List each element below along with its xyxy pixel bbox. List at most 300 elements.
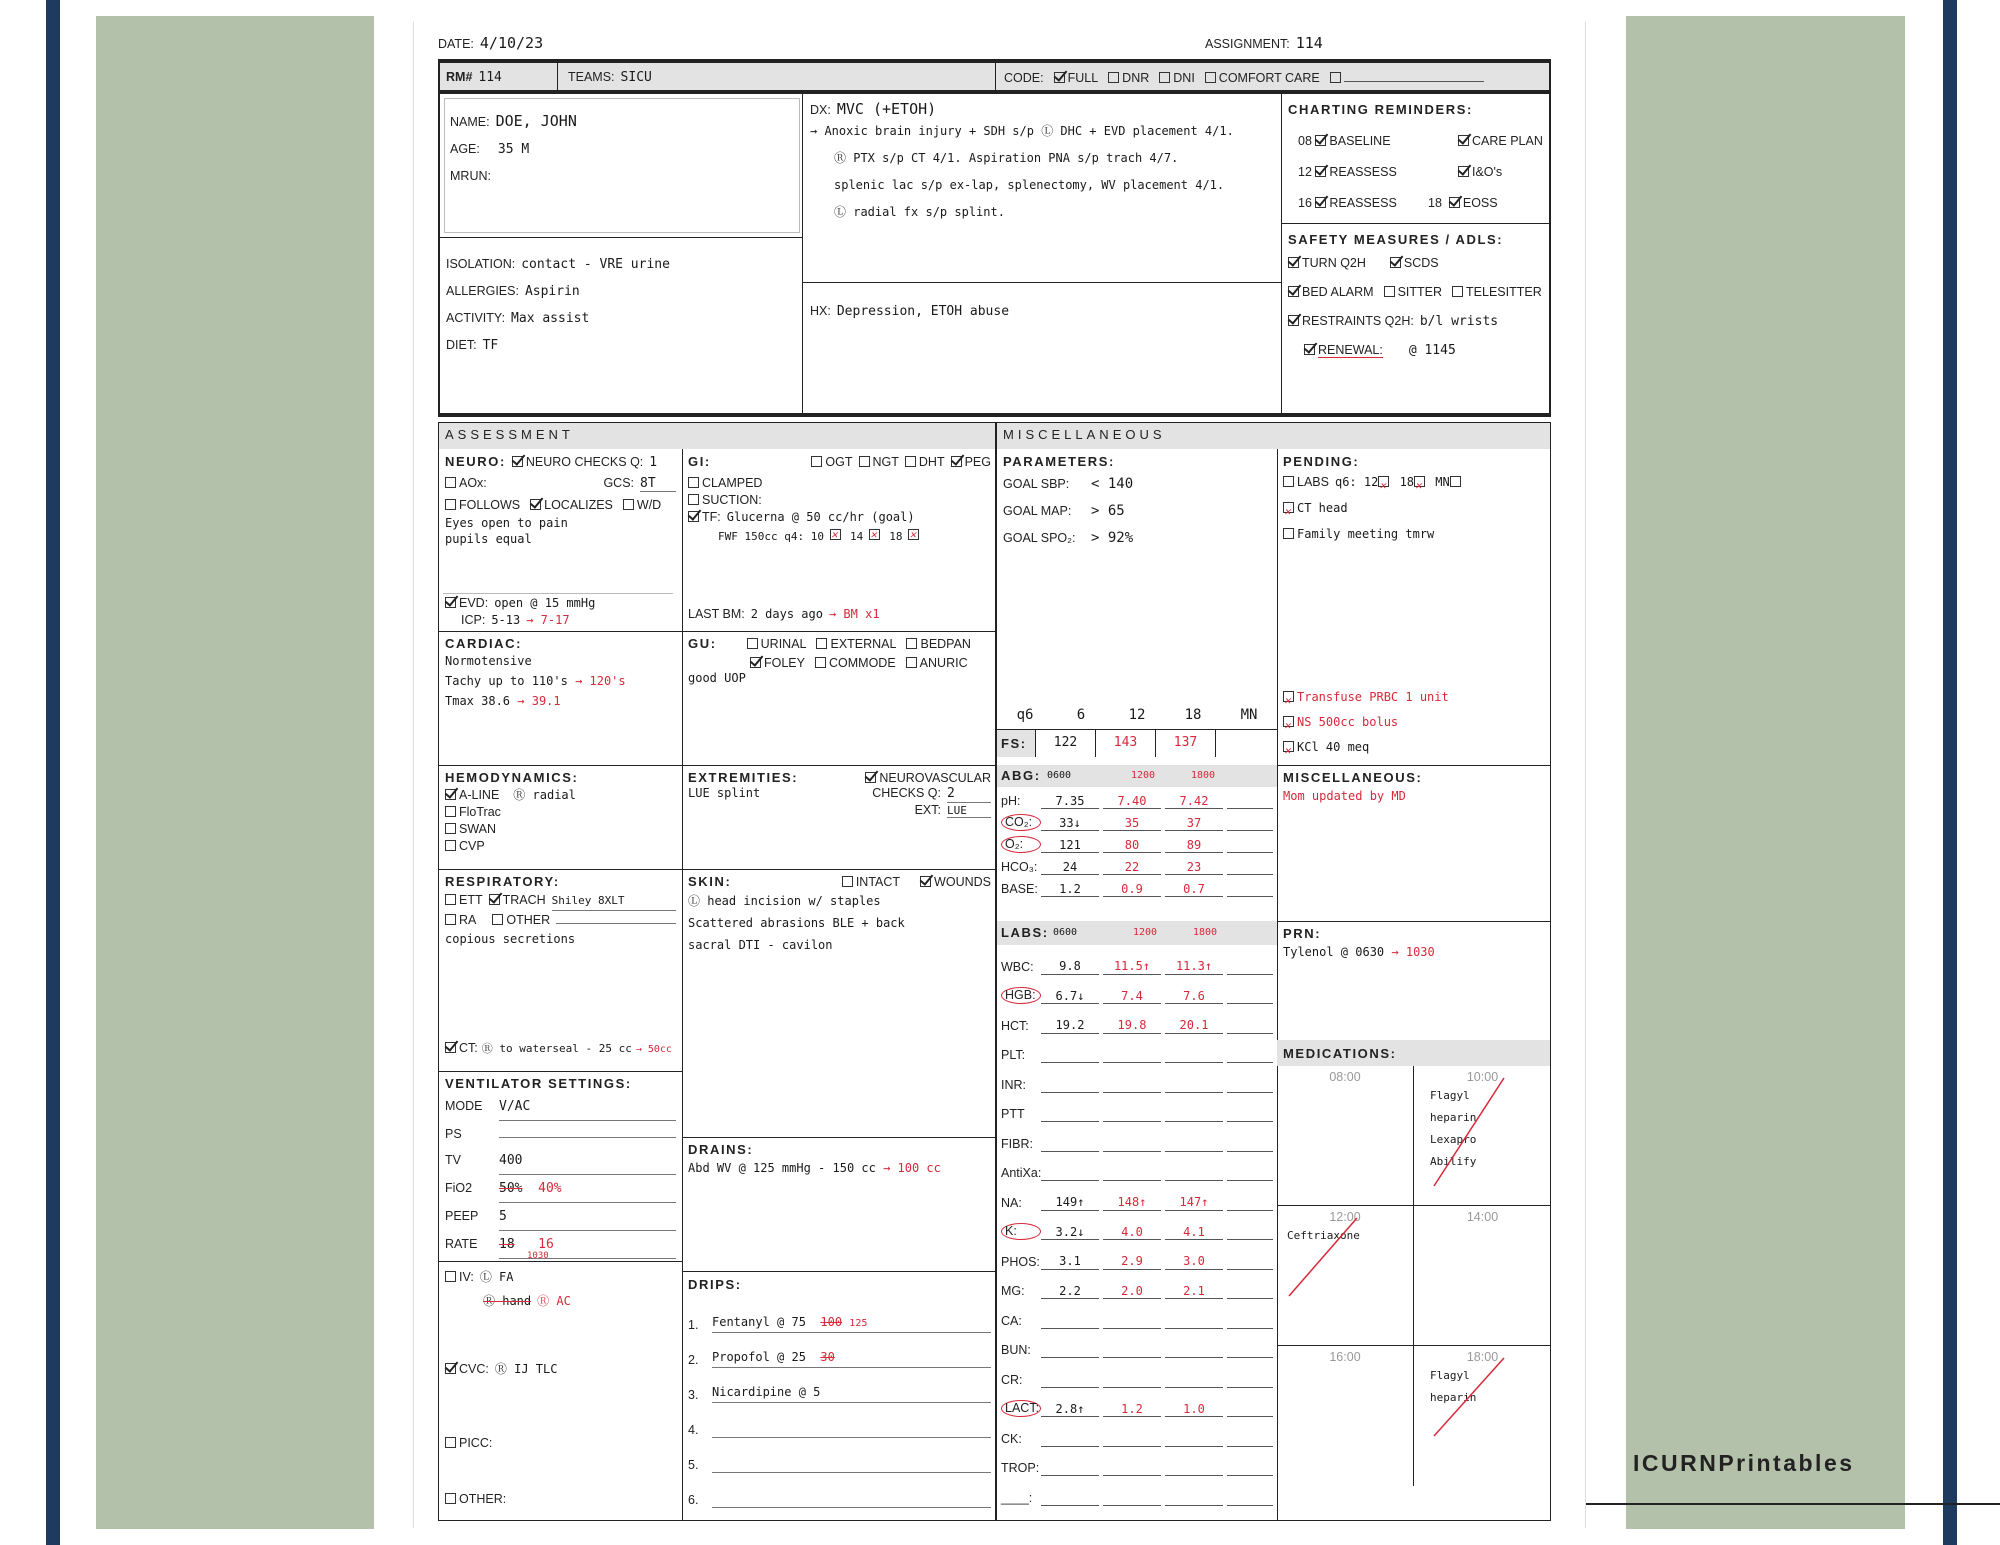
fs-row[interactable]: FS: 122 143 137 — [997, 729, 1277, 757]
code-full-checkbox[interactable] — [1054, 71, 1099, 86]
med-time: 18:00 — [1466, 1350, 1499, 1364]
drains-value[interactable]: Abd WV @ 125 mmHg - 150 cc → 100 cc — [688, 1161, 941, 1175]
restraints-check[interactable]: RESTRAINTS Q2H: — [1288, 307, 1414, 336]
prn-value[interactable]: Tylenol @ 0630 → 1030 — [1283, 945, 1435, 959]
lab-row[interactable] — [997, 1476, 1277, 1506]
ra-check[interactable]: RA — [445, 911, 476, 930]
other-line-check[interactable]: OTHER: — [445, 1492, 506, 1507]
tf-check[interactable]: TF: — [688, 509, 721, 526]
allergies-value[interactable]: Aspirin — [524, 284, 580, 299]
kcl-item[interactable]: ✕KCl 40 meq — [1283, 735, 1449, 760]
lab-value — [1165, 1446, 1223, 1447]
rm-label: RM# — [446, 70, 473, 84]
lab-row[interactable] — [997, 809, 1277, 831]
drip-row[interactable] — [688, 1368, 991, 1403]
rm-value[interactable]: 114 — [478, 70, 502, 85]
right-navy-stripe — [1943, 0, 1957, 1545]
assessment-bar: ASSESSMENT — [439, 423, 995, 449]
tf-value[interactable]: Glucerna @ 50 cc/hr (goal) — [726, 510, 915, 524]
charting-item[interactable]: 12 REASSESS — [1298, 165, 1397, 179]
lab-row[interactable] — [997, 1063, 1277, 1093]
ct-value[interactable]: Ⓡ to waterseal - 25 cc — [481, 1042, 632, 1055]
date-value[interactable]: 4/10/23 — [479, 34, 544, 52]
fio2-label: FiO2 — [445, 1181, 473, 1195]
cvc-check[interactable]: CVC: — [445, 1362, 489, 1377]
hx-value[interactable]: Depression, ETOH abuse — [836, 304, 1010, 319]
age-label: AGE: — [450, 142, 480, 156]
lab-label: BASE: — [1001, 882, 1038, 896]
med-name: Lexapro — [1430, 1133, 1477, 1146]
neuro-checks[interactable]: NEURO CHECKS Q: — [512, 455, 643, 470]
evd-value[interactable]: open @ 15 mmHg — [494, 596, 596, 610]
lab-label: K: — [1001, 1223, 1041, 1240]
name-value[interactable]: DOE, JOHN — [495, 112, 577, 130]
allergies-label: ALLERGIES: — [446, 284, 519, 298]
drip-number: 6. — [688, 1493, 699, 1507]
lab-row[interactable] — [997, 853, 1277, 875]
ns-bolus-item[interactable]: ✕NS 500cc bolus — [1283, 710, 1449, 735]
external-check[interactable]: EXTERNAL — [816, 637, 896, 652]
goal-sbp-value[interactable]: < 140 — [1091, 476, 1134, 492]
lab-value — [1103, 1446, 1161, 1447]
lab-value: 4.1 — [1165, 1225, 1223, 1240]
gu-section: GU: URINAL EXTERNAL BEDPAN FOLEY COMMODE ANURIC good UOP — [682, 631, 996, 765]
lab-value — [1165, 1092, 1223, 1093]
lab-value — [1103, 1062, 1161, 1063]
care-plan-check[interactable]: CARE PLAN — [1428, 126, 1543, 157]
abg-title: ABG: — [1001, 768, 1041, 784]
lab-value: 80 — [1103, 838, 1161, 853]
flotrac-check[interactable]: FloTrac — [445, 804, 676, 821]
lab-value — [1165, 1180, 1223, 1181]
lab-value: 19.8 — [1103, 1018, 1161, 1033]
follows-check[interactable]: FOLLOWS — [445, 498, 520, 513]
drip-row[interactable] — [688, 1438, 991, 1473]
lab-value — [1041, 1475, 1099, 1476]
icp-value[interactable]: 5-13 — [491, 613, 521, 627]
lab-row[interactable] — [997, 945, 1277, 975]
lab-value — [1041, 1446, 1099, 1447]
tv-label: TV — [445, 1153, 461, 1167]
other-resp-check[interactable]: OTHER — [492, 911, 550, 930]
teams — [568, 70, 652, 86]
lab-row[interactable] — [997, 1388, 1277, 1418]
diet-label: DIET: — [446, 338, 477, 352]
hemodynamics-section: HEMODYNAMICS: A-LINE Ⓡ radial FloTrac SWAN CVP — [439, 765, 682, 869]
last-bm-label: LAST BM: — [688, 607, 745, 621]
charting-item[interactable]: 16 REASSESS — [1298, 196, 1397, 210]
drip-row[interactable] — [688, 1298, 991, 1333]
lab-label: TROP: — [1001, 1461, 1040, 1475]
room-number — [446, 70, 502, 86]
lab-row[interactable] — [997, 1417, 1277, 1447]
commode-check[interactable]: COMMODE — [815, 656, 896, 671]
med-time: 08:00 — [1329, 1070, 1361, 1084]
charting-left — [1298, 126, 1397, 219]
parameters-section: PARAMETERS: GOAL SBP: < 140 GOAL MAP: > 65 GOAL SPO₂: > 92% — [997, 449, 1277, 649]
gi-section: GI: OGT NGT DHT PEG CLAMPED SUCTION: TF: Glucerna @ 50 cc/hr (goal) FWF 150cc q4: 10 ✕ 14 ✕ 18 ✕ LAST BM: 2 days ago → BM x1 — [682, 449, 996, 631]
lab-row[interactable] — [997, 787, 1277, 809]
cardiac-section: CARDIAC: Normotensive Tachy up to 110's → 120's Tmax 38.6 → 39.1 — [439, 631, 682, 765]
lab-value: 23 — [1165, 860, 1223, 875]
respiratory-section: RESPIRATORY: ETT TRACH Shiley 8XLT RA OTHER copious secretions CT: Ⓡ to waterseal - 25 cc → 50cc — [439, 869, 682, 1071]
last-bm-value[interactable]: 2 days ago — [750, 607, 823, 621]
lab-row[interactable] — [997, 1034, 1277, 1064]
fingerstick-table — [997, 701, 1277, 765]
med-time: 16:00 — [1329, 1350, 1361, 1364]
dx-line: → Anoxic brain injury + SDH s/p Ⓛ DHC + EVD placement 4/1. — [810, 124, 1234, 138]
lab-value — [1165, 1505, 1223, 1506]
ngt-check[interactable]: NGT — [859, 455, 899, 470]
lab-label: PHOS: — [1001, 1254, 1040, 1269]
goal-spo2-value[interactable]: > 92% — [1091, 530, 1134, 546]
lab-value: 7.42 — [1165, 794, 1223, 809]
neuro-section: NEURO: NEURO CHECKS Q: 1 AOx: GCS: 8T FOLLOWS LOCALIZES W/D Eyes open to pain pupils equal EVD: open @ 15 mmHg ICP: 5-13 → 7-17 — [439, 449, 682, 631]
lab-value: 3.1 — [1041, 1254, 1099, 1269]
lab-label: PTT — [1001, 1107, 1025, 1121]
fio2-value[interactable]: 50% — [499, 1181, 523, 1196]
aox-check[interactable]: AOx: — [445, 476, 487, 491]
code-dni-label: DNI — [1173, 71, 1195, 85]
teams-label: TEAMS: — [568, 70, 615, 84]
fwf-schedule[interactable]: FWF 150cc q4: 10 ✕ 14 ✕ 18 ✕ — [688, 528, 991, 545]
cardiac-notes[interactable]: Normotensive Tachy up to 110's → 120's Tmax 38.6 → 39.1 — [445, 654, 626, 708]
eoss-check[interactable]: 18 EOSS — [1428, 196, 1498, 210]
gcs-value[interactable]: 8T — [640, 476, 676, 493]
lab-row[interactable] — [997, 1447, 1277, 1477]
date-row — [438, 34, 543, 52]
suction-check[interactable]: SUCTION: — [688, 492, 991, 509]
lab-row[interactable] — [997, 1358, 1277, 1388]
aline-check[interactable]: A-LINE — [445, 787, 499, 804]
lab-value — [1103, 1121, 1161, 1122]
family-meeting-item[interactable]: Family meeting tmrw — [1283, 521, 1546, 547]
lab-value — [1165, 1357, 1223, 1358]
left-sage-panel — [96, 16, 374, 1529]
report-sheet — [413, 22, 1586, 1528]
rate-new[interactable]: 16 — [538, 1237, 554, 1252]
lab-value: 3.0 — [1165, 1254, 1223, 1269]
renewal-value[interactable]: @ 1145 — [1408, 343, 1456, 358]
intact-check[interactable]: INTACT — [842, 875, 900, 890]
iv-check[interactable]: IV: — [445, 1270, 474, 1285]
lab-value — [1041, 1357, 1099, 1358]
iv-section — [439, 1261, 682, 1521]
bedpan-check[interactable]: BEDPAN — [906, 637, 970, 652]
peep-value[interactable]: 5 — [499, 1204, 676, 1231]
ct-head-item[interactable]: ✕CT head — [1283, 495, 1546, 521]
labs-title: LABS: — [1001, 925, 1049, 941]
prn-section: PRN: Tylenol @ 0630 → 1030 — [1277, 921, 1551, 1040]
lab-value: 35 — [1103, 816, 1161, 831]
isolation-value[interactable]: contact - VRE urine — [521, 257, 670, 272]
med-slot[interactable] — [1414, 1346, 1551, 1486]
code-comfort-label: COMFORT CARE — [1218, 71, 1320, 85]
lab-row[interactable] — [997, 1270, 1277, 1300]
wounds-check[interactable]: WOUNDS — [920, 875, 991, 890]
tv-value[interactable]: 400 — [499, 1148, 676, 1175]
med-slot[interactable] — [1414, 1206, 1551, 1346]
ett-check[interactable]: ETT — [445, 891, 483, 910]
last-bm-new[interactable]: → BM x1 — [828, 607, 880, 621]
picc-check[interactable]: PICC: — [445, 1436, 492, 1451]
lab-row[interactable] — [997, 975, 1277, 1005]
renewal-check[interactable]: RENEWAL: — [1304, 336, 1383, 365]
lab-value: 3.2↓ — [1041, 1225, 1099, 1240]
urinal-check[interactable]: URINAL — [747, 637, 807, 652]
lab-value: 7.6 — [1165, 989, 1223, 1004]
neurovascular-check[interactable]: NEUROVASCULAR — [865, 771, 991, 786]
goal-map-label: GOAL MAP: — [1003, 504, 1072, 518]
activity-label: ACTIVITY: — [446, 311, 506, 325]
lab-value: 22 — [1103, 860, 1161, 875]
code-comfort-checkbox[interactable] — [1205, 71, 1320, 86]
dht-check[interactable]: DHT — [905, 455, 945, 470]
goal-sbp-label: GOAL SBP: — [1003, 477, 1070, 491]
lab-value — [1103, 1475, 1161, 1476]
drip-row[interactable] — [688, 1473, 991, 1508]
restraints-value[interactable]: b/l wrists — [1419, 314, 1499, 329]
lab-row[interactable] — [997, 1211, 1277, 1241]
lab-value — [1103, 1151, 1161, 1152]
code-dnr-checkbox[interactable] — [1108, 71, 1149, 86]
peg-check[interactable]: PEG — [951, 455, 991, 470]
telesitter-check[interactable]: TELESITTER — [1452, 278, 1542, 307]
hx-label: HX: — [810, 304, 831, 318]
lab-value: 19.2 — [1041, 1018, 1099, 1033]
lab-value: 2.1 — [1165, 1284, 1223, 1299]
extremities-section: EXTREMITIES: NEUROVASCULAR LUE splint CHECKS Q: 2 EXT: LUE — [688, 770, 991, 817]
lab-value: 9.8 — [1041, 959, 1099, 974]
lab-row[interactable] — [997, 831, 1277, 853]
lab-value — [1041, 1328, 1099, 1329]
icp-label: ICP: — [461, 613, 486, 627]
lab-row[interactable] — [997, 1122, 1277, 1152]
mode-label: MODE — [445, 1099, 483, 1113]
lab-label: MG: — [1001, 1284, 1025, 1298]
age-value[interactable]: 35 M — [497, 142, 530, 157]
drip-change: 30 — [820, 1350, 835, 1364]
swan-check[interactable]: SWAN — [445, 821, 676, 838]
drip-value: Nicardipine @ 5 — [712, 1385, 821, 1399]
gcs-label: GCS: — [603, 475, 634, 490]
lab-row[interactable] — [997, 1181, 1277, 1211]
ext-note[interactable]: LUE splint — [688, 786, 761, 800]
mrun-label: MRUN: — [450, 169, 491, 183]
medications-title: MEDICATIONS: — [1277, 1040, 1551, 1066]
drip-value: Fentanyl @ 75 — [712, 1315, 806, 1329]
diet-value[interactable]: TF — [482, 338, 499, 353]
lab-row[interactable] — [997, 1329, 1277, 1359]
drip-number: 3. — [688, 1388, 699, 1402]
ps-value[interactable] — [499, 1137, 676, 1138]
assessment-panel — [438, 422, 996, 1521]
cvc-value[interactable]: Ⓡ IJ TLC — [494, 1362, 558, 1376]
dx-lines[interactable] — [810, 118, 1280, 226]
assignment-row — [1205, 34, 1323, 52]
lab-value — [1041, 1092, 1099, 1093]
dx-title[interactable]: MVC (+ETOH) — [836, 100, 937, 118]
labs-schedule[interactable]: q6: 12✕ 18✕ MN — [1335, 469, 1464, 495]
lab-label: CO₂: — [1001, 814, 1041, 831]
localizes-check[interactable]: LOCALIZES — [530, 498, 613, 513]
ct-new[interactable]: → 50cc — [635, 1044, 672, 1055]
med-name: heparin — [1430, 1391, 1477, 1404]
diagnosis — [810, 100, 1280, 226]
goal-map-value[interactable]: > 65 — [1091, 503, 1125, 519]
foley-check[interactable]: FOLEY — [750, 656, 805, 671]
rate-label: RATE — [445, 1237, 478, 1251]
charting-item[interactable]: 08 BASELINE — [1298, 134, 1391, 148]
lab-value — [1165, 1062, 1223, 1063]
dx-line: Ⓛ radial fx s/p splint. — [834, 205, 1005, 219]
mode-value[interactable]: V/AC — [499, 1094, 676, 1121]
charting-reminders — [1288, 102, 1550, 210]
pending-section: PENDING: LABS q6: 12✕ 18✕ MN ✕CT head Family meeting tmrw ✕Transfuse PRBC 1 unit ✕NS 500cc bolus ✕KCl 40 meq — [1277, 449, 1551, 765]
lab-value: 7.40 — [1103, 794, 1161, 809]
skin-notes[interactable]: Ⓛ head incision w/ staples Scattered abrasions BLE + back sacral DTI - cavilon — [688, 894, 905, 952]
lab-row[interactable] — [997, 875, 1277, 897]
given-slash-icon — [1277, 1206, 1414, 1346]
io-check[interactable]: I&O's — [1428, 157, 1543, 188]
lab-value — [1165, 1151, 1223, 1152]
code-full-label: FULL — [1067, 71, 1099, 85]
code-status — [1004, 71, 1484, 86]
checks-value[interactable]: 2 — [947, 786, 991, 803]
charting-title: CHARTING REMINDERS: — [1288, 102, 1473, 117]
medications-section — [1277, 1040, 1551, 1521]
drips-section: DRIPS: 1. Fentanyl @ 75 100 125 2. Propofol @ 25 30 3. Nicardipine @ 5 4. 5. 6. — [682, 1271, 996, 1521]
lab-value: 37 — [1165, 816, 1223, 831]
wd-check[interactable]: W/D — [623, 498, 661, 513]
neuro-notes[interactable]: Eyes open to pain pupils equal — [445, 516, 568, 547]
lab-label: NA: — [1001, 1195, 1022, 1210]
med-slot[interactable] — [1277, 1066, 1414, 1206]
peep-label: PEEP — [445, 1209, 479, 1223]
turn-check[interactable]: TURN Q2H — [1288, 249, 1366, 278]
teams-value[interactable]: SICU — [620, 70, 652, 85]
lab-value: 0.7 — [1165, 882, 1223, 897]
lab-label: HCO₃: — [1001, 860, 1038, 874]
lab-value: 89 — [1165, 838, 1223, 853]
fio2-new[interactable]: 40% — [538, 1181, 562, 1196]
aline-value[interactable]: Ⓡ radial — [513, 788, 576, 802]
lab-label: O₂: — [1001, 836, 1041, 853]
checks-label: CHECKS Q: — [872, 786, 941, 800]
iv-line-2[interactable]: Ⓡ hand Ⓡ AC — [483, 1294, 571, 1308]
med-name: Flagyl — [1430, 1089, 1470, 1102]
lab-value: 149↑ — [1041, 1195, 1099, 1210]
lab-value — [1041, 1505, 1099, 1506]
icp-new[interactable]: → 7-17 — [526, 613, 570, 627]
drip-value: Propofol @ 25 — [712, 1350, 806, 1364]
demographics — [450, 108, 577, 190]
drip-row[interactable] — [688, 1403, 991, 1438]
evd-check[interactable]: EVD: — [445, 595, 488, 612]
cvp-check[interactable]: CVP — [445, 838, 676, 855]
lab-value — [1103, 1092, 1161, 1093]
drip-row[interactable] — [688, 1333, 991, 1368]
lab-row[interactable] — [997, 1240, 1277, 1270]
isolation-label: ISOLATION: — [446, 257, 516, 271]
med-slot[interactable] — [1277, 1346, 1414, 1486]
lab-label: ____: — [1001, 1490, 1033, 1505]
trach-value[interactable]: Shiley 8XLT — [552, 891, 676, 911]
safety-measures — [1288, 232, 1550, 365]
med-name: Flagyl — [1430, 1369, 1470, 1382]
activity-value[interactable]: Max assist — [511, 311, 590, 326]
med-time: 10:00 — [1466, 1070, 1499, 1084]
anuric-check[interactable]: ANURIC — [906, 656, 968, 671]
rate-value[interactable]: 18 — [499, 1237, 515, 1252]
assignment-label: ASSIGNMENT: — [1205, 37, 1290, 51]
given-slash-icon — [1414, 1346, 1551, 1486]
skin-section: SKIN: INTACT WOUNDS Ⓛ head incision w/ staples Scattered abrasions BLE + back sacral DTI - cavilon — [682, 869, 996, 1137]
fs-headers: q6 6 12 18 MN — [1016, 707, 1258, 723]
sitter-check[interactable]: SITTER — [1384, 278, 1442, 307]
ct-check[interactable]: CT: — [445, 1041, 478, 1056]
ogt-check[interactable]: OGT — [811, 455, 852, 470]
lab-row[interactable] — [997, 1093, 1277, 1123]
lab-value — [1041, 1121, 1099, 1122]
trach-check[interactable]: TRACH — [489, 891, 546, 910]
given-slash-icon — [1414, 1066, 1551, 1206]
bed-alarm-check[interactable]: BED ALARM — [1288, 278, 1374, 307]
drains-section: DRAINS: Abd WV @ 125 mmHg - 150 cc → 100 cc — [682, 1137, 996, 1271]
lab-value: 2.0 — [1103, 1284, 1161, 1299]
code-other-checkbox[interactable] — [1330, 71, 1484, 86]
iv-line-1[interactable]: Ⓛ FA — [479, 1270, 514, 1284]
med-slot[interactable] — [1277, 1206, 1414, 1346]
lab-row[interactable] — [997, 1004, 1277, 1034]
rate-time[interactable]: 1030 — [527, 1251, 549, 1261]
misc-note[interactable]: Mom updated by MD — [1283, 789, 1406, 803]
charting-right — [1428, 126, 1543, 219]
lab-label: FIBR: — [1001, 1136, 1033, 1151]
transfuse-item[interactable]: ✕Transfuse PRBC 1 unit — [1283, 685, 1449, 710]
lab-value: 20.1 — [1165, 1018, 1223, 1033]
lab-label: BUN: — [1001, 1343, 1031, 1357]
lab-row[interactable] — [997, 1152, 1277, 1182]
assignment-value[interactable]: 114 — [1295, 34, 1323, 52]
safety-title: SAFETY MEASURES / ADLS: — [1288, 232, 1504, 247]
dx-label: DX: — [810, 103, 831, 117]
med-slot[interactable] — [1414, 1066, 1551, 1206]
lab-value: 33↓ — [1041, 816, 1099, 831]
clamped-check[interactable]: CLAMPED — [688, 475, 991, 492]
drip-change: 100 — [820, 1315, 843, 1329]
lab-value: 0.9 — [1103, 882, 1161, 897]
code-dni-checkbox[interactable] — [1159, 71, 1195, 86]
lab-value — [1041, 1387, 1099, 1388]
lab-value — [1103, 1357, 1161, 1358]
resp-note[interactable]: copious secretions — [445, 932, 576, 946]
ext-value[interactable]: LUE — [947, 804, 991, 818]
gu-note[interactable]: good UOP — [688, 671, 746, 685]
drip-number: 2. — [688, 1353, 699, 1367]
scds-check[interactable]: SCDS — [1390, 249, 1439, 278]
lab-value — [1103, 1387, 1161, 1388]
labs-check[interactable]: LABS — [1283, 469, 1329, 495]
lab-value: 24 — [1041, 860, 1099, 875]
right-sage-panel — [1626, 16, 1905, 1529]
brand-underline — [1580, 1503, 2000, 1505]
neuro-checks-value[interactable]: 1 — [649, 455, 658, 470]
lab-value: 1.0 — [1165, 1402, 1223, 1417]
lab-value: 147↑ — [1165, 1195, 1223, 1210]
lab-label: CR: — [1001, 1372, 1023, 1387]
lab-row[interactable] — [997, 1299, 1277, 1329]
